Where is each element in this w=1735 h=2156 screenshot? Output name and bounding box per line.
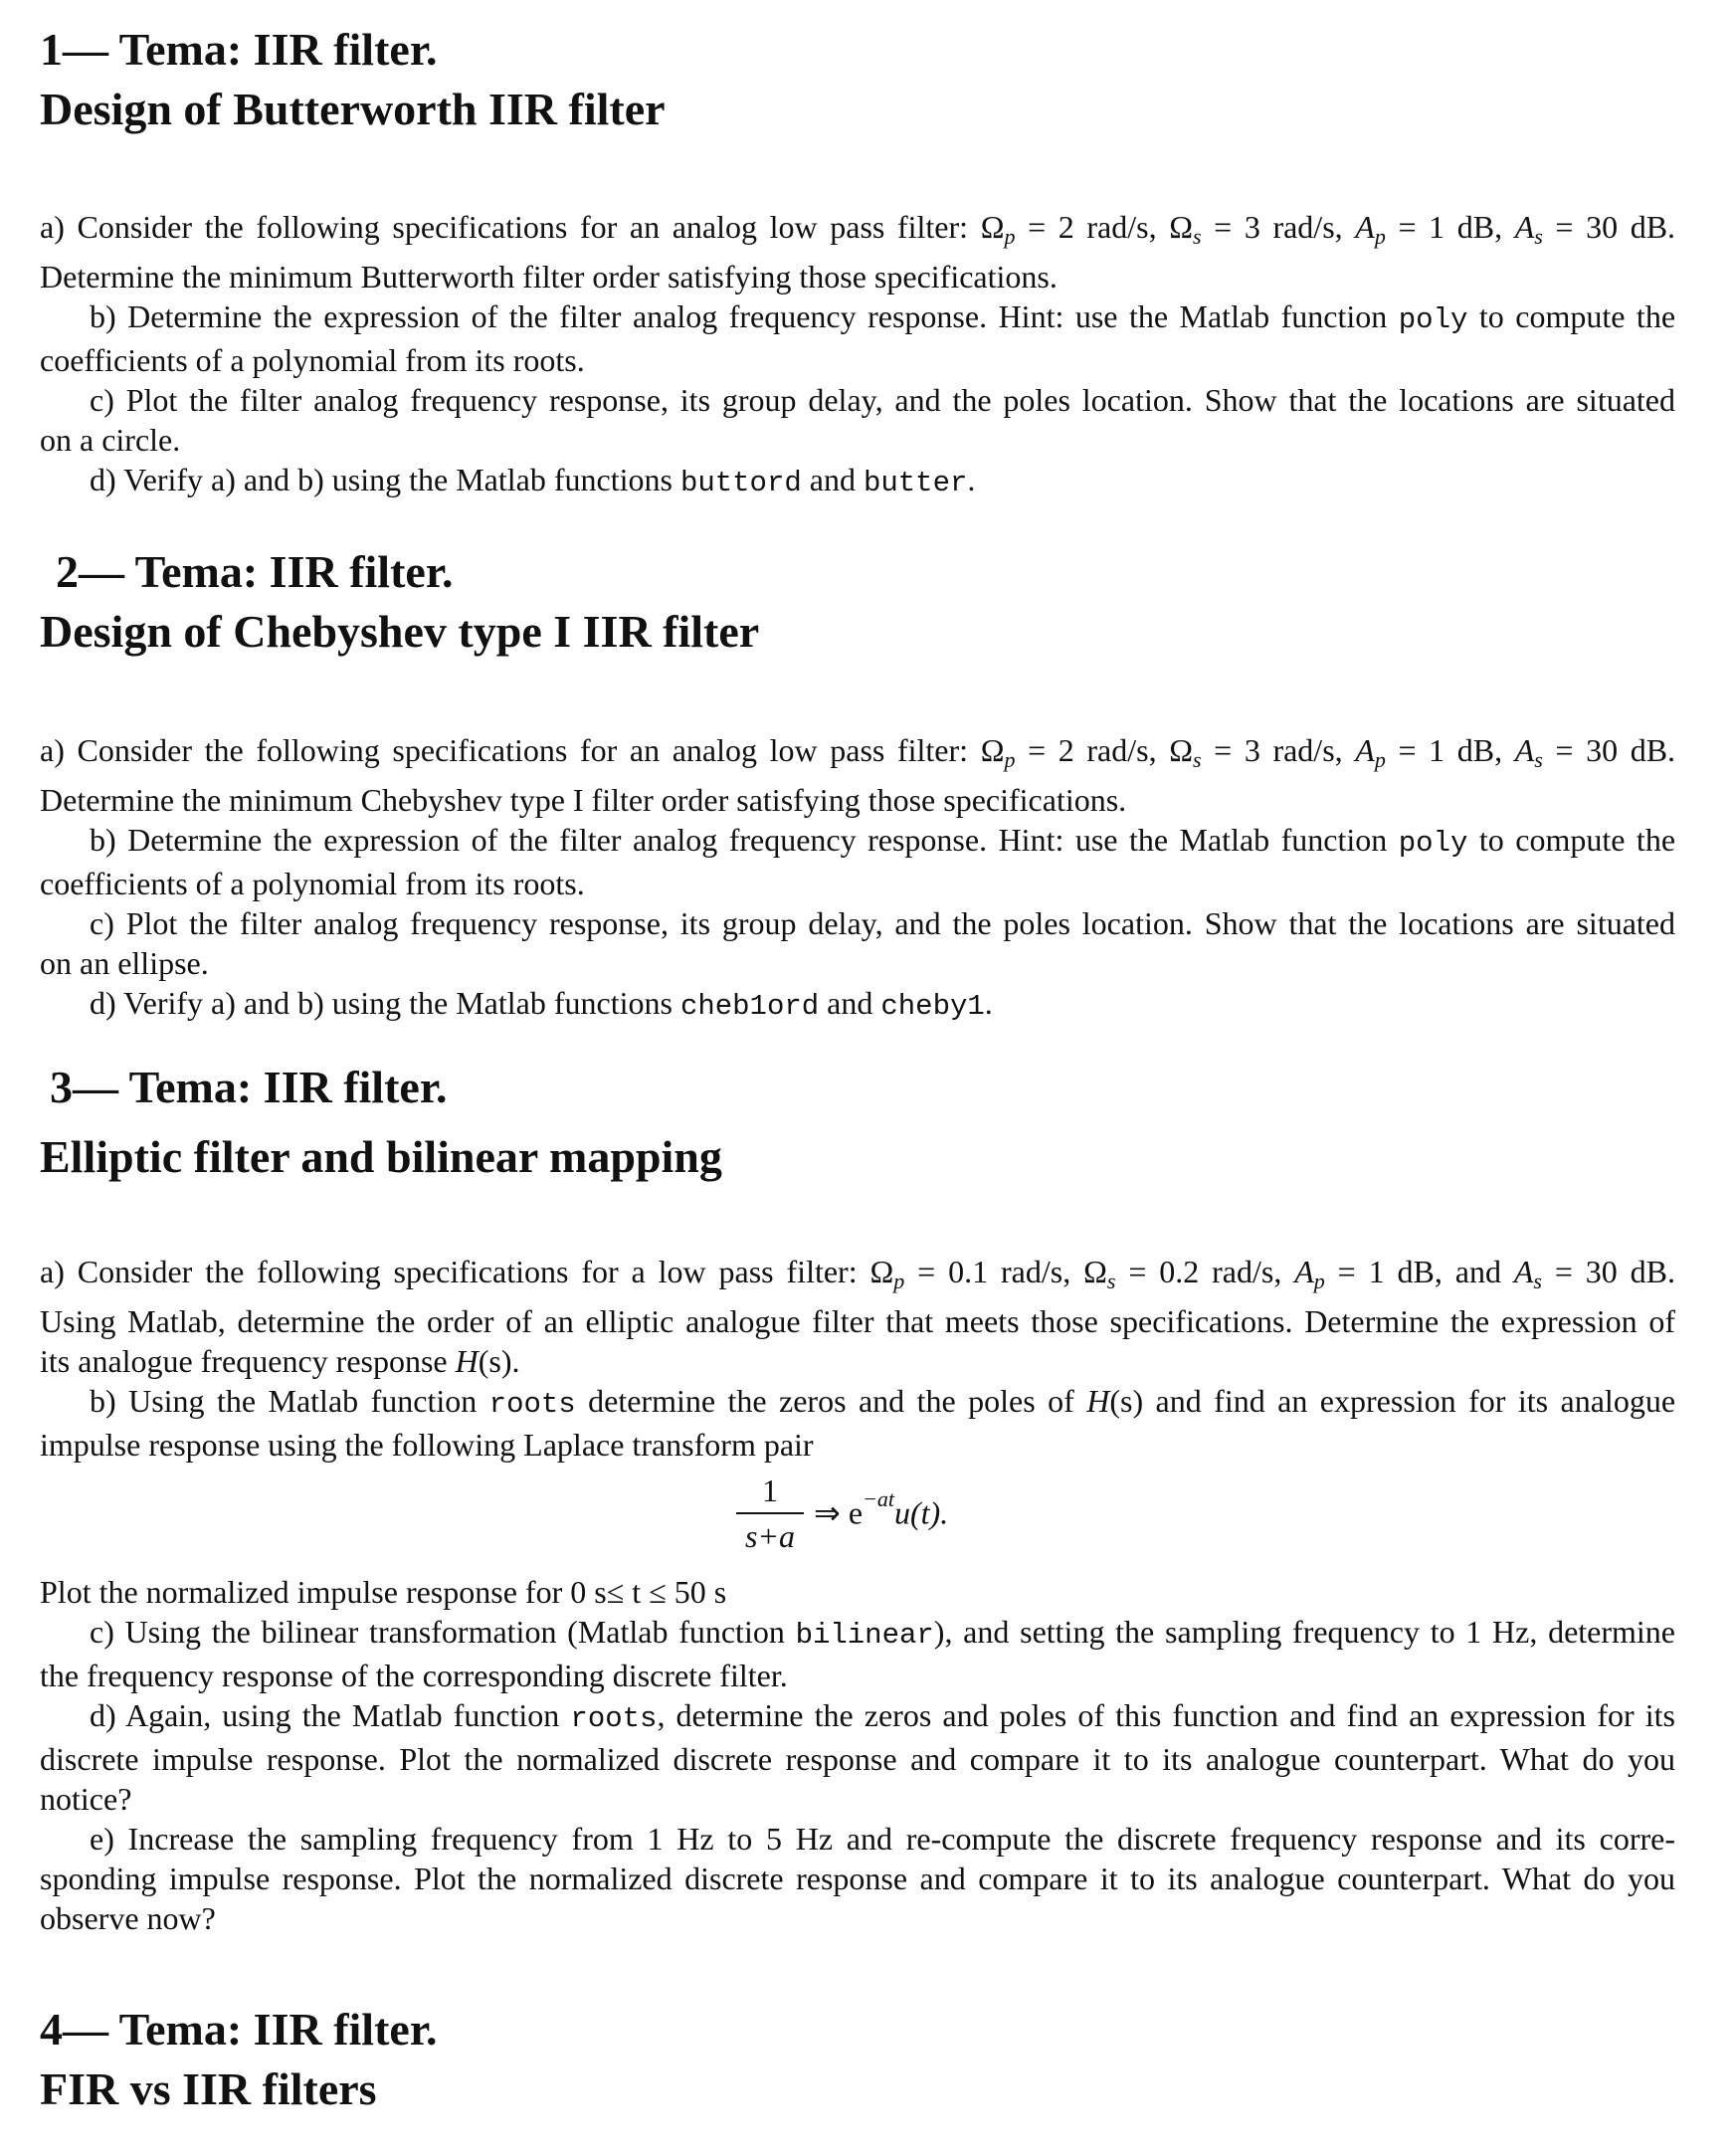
s2-item-a-line2: Determine the minimum Chebyshev type I filter order satisfying those specifications. [40,782,1127,818]
s2-spec-eq-p: = 2 rad/s, [1015,732,1170,768]
s3-spec-a-p: $A_p$ [1294,1254,1325,1293]
s2-item-b-line2: coefficients of a polynomial from its roots. [40,866,585,901]
s2-spec-eq-ap: = 1 dB, [1385,732,1515,768]
section-2-body [40,730,1675,1027]
s2-code-cheby1: cheby1 [880,990,985,1023]
s1-item-c-line1: c) Plot the filter analog frequency response, its group delay, and the poles location. Show that the locations are situated [90,382,1675,418]
s1-item-b-line1: b) Determine the expression of the filter analog frequency response. Hint: use the Matlab function poly to compute the [90,298,1676,336]
s3-item-a-line2: Using Matlab, determine the order of an elliptic analogue filter that meets those specifications. Determine the expression of [40,1303,1675,1339]
s2-a-intro: a) Consider the following specifications for an analog low pass filter: [40,732,969,768]
s3-a-intro: a) Consider the following specifications for a low pass filter: [40,1254,858,1289]
s1-spec-eq-p: = 2 rad/s, [1015,209,1170,245]
section-3-heading [40,1053,722,1192]
s2-spec-a-p: $A_p$ [1355,732,1386,772]
formula-fraction [736,1470,804,1556]
s3-code-roots-2: roots [570,1702,658,1735]
s1-item-a-line1 [40,207,1675,257]
s3-item-c-line1: c) Using the bilinear transformation (Matlab function bilinear), and setting the sampling frequency to 1 Hz, determine [90,1614,1676,1652]
section-4-heading-line1: 4— Tema: IIR filter. [40,2004,438,2055]
section-4-heading [40,2000,438,2119]
s1-spec-a-p: $A_p$ [1355,209,1386,249]
s2-item-c-line2: on an ellipse. [40,945,209,981]
formula-fraction-bar [736,1512,804,1514]
s3-spec-eq-p: = 0.1 rad/s, [904,1254,1084,1289]
s1-spec-omega-s: $\Omega_s$ [1169,209,1202,249]
s1-spec-eq-ap: = 1 dB, [1385,209,1515,245]
s3-spec-eq-ap: = 1 dB, and [1324,1254,1514,1289]
s3-item-e-line1: e) Increase the sampling frequency from 1 Hz to 5 Hz and re-compute the discrete frequency response and its corre- [90,1821,1675,1857]
s1-spec-eq-s: = 3 rad/s, [1201,209,1356,245]
laplace-pair-formula [736,1470,1035,1560]
s3-code-roots: roots [488,1388,576,1421]
s3-item-c-line2: the frequency response of the corresponding discrete filter. [40,1658,788,1693]
s2-spec-a-s: $A_s$ [1514,732,1543,772]
s3-spec-eq-s: = 0.2 rad/s, [1115,1254,1295,1289]
section-2-heading-line1: 2— Tema: IIR filter. [56,546,454,597]
s3-item-e-line2: sponding impulse response. Plot the normalized discrete response and compare it to its analogue counterpart. What do you [40,1861,1675,1896]
section-1-heading-line2: Design of Butterworth IIR filter [40,84,666,134]
s3-spec-eq-as: = 30 dB. [1541,1254,1675,1289]
s2-spec-eq-as: = 30 dB. [1542,732,1676,768]
section-2-heading-line2: Design of Chebyshev type I IIR filter [40,606,760,657]
s1-spec-omega-p: $\Omega_p$ [980,209,1016,249]
s2-spec-omega-s: $\Omega_s$ [1169,732,1202,772]
formula-numerator: 1 [762,1472,778,1508]
s2-spec-eq-s: = 3 rad/s, [1201,732,1356,768]
section-1-body [40,207,1675,503]
s1-code-butter: butter [863,467,968,499]
section-1-heading-line1: 1— Tema: IIR filter. [40,24,438,75]
section-3-body-top [40,1252,1675,1465]
s1-spec-a-s: $A_s$ [1514,209,1543,249]
s3-code-bilinear: bilinear [795,1619,934,1652]
s2-item-b-line1: b) Determine the expression of the filter analog frequency response. Hint: use the Matlab function poly to compute the [90,822,1676,860]
s1-code-buttord: buttord [679,467,802,499]
s3-spec-omega-p: $\Omega_p$ [869,1254,905,1293]
s1-a-intro: a) Consider the following specifications for an analog low pass filter: [40,209,969,245]
section-3-body-bottom [40,1572,1675,1938]
section-3-heading-line1: 3— Tema: IIR filter. [50,1062,448,1112]
section-3-heading-line2: Elliptic filter and bilinear mapping [40,1131,722,1182]
s3-item-b-line2: impulse response using the following Laplace transform pair [40,1427,814,1463]
s3-spec-a-s: $A_s$ [1513,1254,1542,1293]
s1-item-a-line2: Determine the minimum Butterworth filter order satisfying those specifications. [40,259,1058,294]
s1-item-b-line2: coefficients of a polynomial from its roots. [40,342,585,378]
s2-spec-omega-p: $\Omega_p$ [980,732,1016,772]
s3-item-a-line3: its analogue frequency response H(s). [40,1343,520,1379]
s1-item-d-line1: d) Verify a) and b) using the Matlab functions buttord and butter. [90,462,976,499]
formula-denominator: s+a [744,1518,796,1554]
s2-code-poly: poly [1398,827,1468,860]
s2-item-a-line1 [40,730,1675,780]
s3-spec-omega-s: $\Omega_s$ [1083,1254,1116,1293]
s2-code-cheb1ord: cheb1ord [679,990,820,1023]
s2-item-d-line1: d) Verify a) and b) using the Matlab functions cheb1ord and cheby1. [90,985,993,1023]
s1-spec-eq-as: = 30 dB. [1542,209,1676,245]
s3-item-d-line2: discrete impulse response. Plot the normalized discrete response and compare it to its analogue counterpart. What do you [40,1741,1675,1777]
section-4-heading-line2: FIR vs IIR filters [40,2063,377,2114]
section-1-heading [40,20,666,139]
section-2-heading [40,542,759,662]
formula-rhs: ⇒ $e^{-at}u(t)$. [814,1486,949,1531]
s1-code-poly: poly [1398,303,1468,336]
s3-item-e-line3: observe now? [40,1900,216,1936]
s3-item-b-line1: b) Using the Matlab function roots determine the zeros and the poles of H(s) and find an expression for its analogue [90,1383,1676,1421]
s3-item-a-line1 [40,1252,1675,1301]
s1-item-c-line2: on a circle. [40,422,181,458]
s2-item-c-line1: c) Plot the filter analog frequency response, its group delay, and the poles location. Show that the locations are situated [90,905,1675,941]
s3-item-d-line3: notice? [40,1781,132,1817]
s3-plot-line: Plot the normalized impulse response for 0 s≤ t ≤ 50 s [40,1574,727,1610]
s3-item-d-line1: d) Again, using the Matlab function roots, determine the zeros and poles of this function and find an expression for its [90,1697,1676,1735]
